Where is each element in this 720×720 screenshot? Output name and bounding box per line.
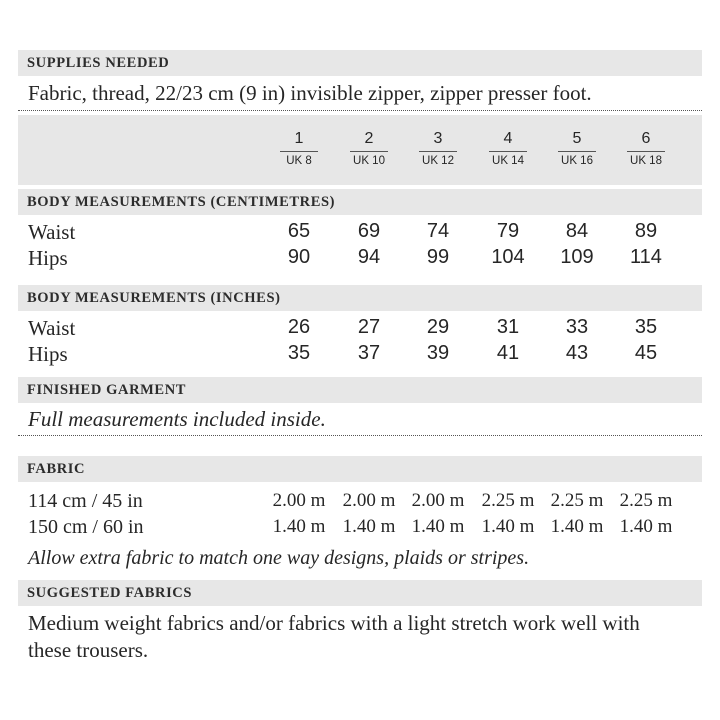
- row-label: Hips: [28, 246, 68, 270]
- value-cell: 35: [634, 316, 658, 338]
- row-label: 114 cm / 45 in: [28, 490, 143, 512]
- value-cell: 69: [357, 220, 381, 242]
- value-cell: 99: [426, 246, 450, 268]
- finished-text: Full measurements included inside.: [18, 403, 702, 436]
- fabric-header: FABRIC: [18, 456, 702, 482]
- value-cell: 1.40 m: [411, 516, 465, 537]
- value-cell: 1.40 m: [342, 516, 396, 537]
- value-cell: 29: [426, 316, 450, 338]
- value-cell: 45: [634, 342, 658, 364]
- value-cell: 1.40 m: [481, 516, 535, 537]
- value-cell: 2.25 m: [550, 490, 604, 511]
- value-cell: 1.40 m: [619, 516, 673, 537]
- value-cell: 84: [565, 220, 589, 242]
- value-cell: 2.25 m: [619, 490, 673, 511]
- supplies-header: SUPPLIES NEEDED: [18, 50, 702, 76]
- value-cell: 27: [357, 316, 381, 338]
- value-cell: 41: [496, 342, 520, 364]
- value-cell: 109: [560, 246, 594, 268]
- value-cell: 43: [565, 342, 589, 364]
- value-cell: 1.40 m: [272, 516, 326, 537]
- value-cell: 94: [357, 246, 381, 268]
- size-column-2: 2 UK 10: [334, 129, 404, 169]
- value-cell: 114: [630, 246, 662, 268]
- fabric-table: [18, 482, 702, 540]
- row-label: Waist: [28, 316, 76, 340]
- value-cell: 2.00 m: [342, 490, 396, 511]
- value-cell: 37: [357, 342, 381, 364]
- size-column-3: 3 UK 12: [403, 129, 473, 169]
- value-cell: 74: [426, 220, 450, 242]
- size-column-6: 6 UK 18: [611, 129, 681, 169]
- size-column-5: 5 UK 16: [542, 129, 612, 169]
- size-header-row: [18, 115, 702, 185]
- value-cell: 2.25 m: [481, 490, 535, 511]
- value-cell: 39: [426, 342, 450, 364]
- row-label: 150 cm / 60 in: [28, 516, 144, 538]
- value-cell: 65: [287, 220, 311, 242]
- size-column-1: 1 UK 8: [264, 129, 334, 169]
- value-cell: 1.40 m: [550, 516, 604, 537]
- pattern-info-sheet: [18, 50, 702, 664]
- row-label: Hips: [28, 342, 68, 366]
- size-column-4: 4 UK 14: [473, 129, 543, 169]
- body-in-header: BODY MEASUREMENTS (INCHES): [18, 285, 702, 311]
- value-cell: 35: [287, 342, 311, 364]
- value-cell: 2.00 m: [411, 490, 465, 511]
- row-label: Waist: [28, 220, 76, 244]
- value-cell: 104: [491, 246, 525, 268]
- value-cell: 90: [287, 246, 311, 268]
- body-in-table: [18, 311, 702, 373]
- value-cell: 26: [287, 316, 311, 338]
- suggested-text: Medium weight fabrics and/or fabrics with a light stretch work well with these trousers.: [28, 611, 640, 662]
- value-cell: 89: [634, 220, 658, 242]
- body-cm-table: [18, 215, 702, 273]
- value-cell: 33: [565, 316, 589, 338]
- fabric-note: Allow extra fabric to match one way designs, plaids or stripes.: [28, 547, 530, 569]
- supplies-text: Fabric, thread, 22/23 cm (9 in) invisible zipper, zipper presser foot.: [18, 76, 702, 111]
- value-cell: 79: [496, 220, 520, 242]
- value-cell: 2.00 m: [272, 490, 326, 511]
- suggested-header: SUGGESTED FABRICS: [18, 580, 702, 606]
- value-cell: 31: [496, 316, 520, 338]
- finished-header: FINISHED GARMENT: [18, 377, 702, 403]
- body-cm-header: BODY MEASUREMENTS (CENTIMETRES): [18, 189, 702, 215]
